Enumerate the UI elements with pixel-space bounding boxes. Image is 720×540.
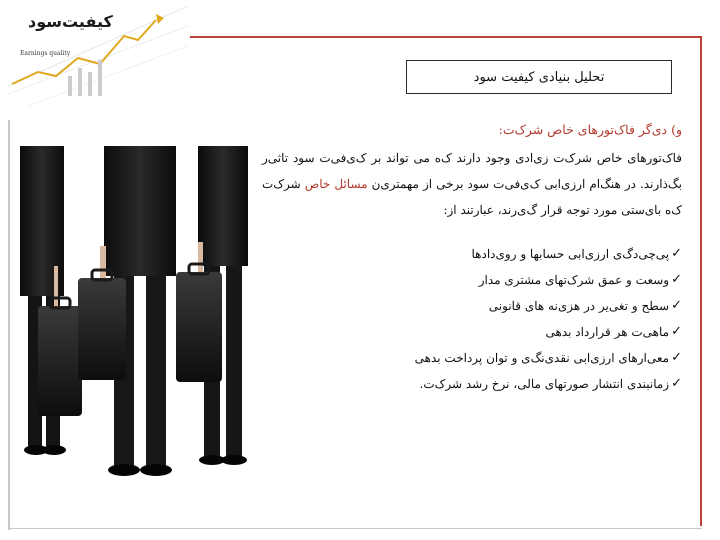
- list-item: [262, 345, 682, 371]
- frame-bottom-line: [8, 528, 702, 529]
- list-item: [262, 319, 682, 345]
- list-item-text: پی‌چی‌دگ‌ی ارزی‌ابی حسابها و روی‌دادها: [471, 247, 670, 261]
- check-icon: ✓: [671, 298, 682, 313]
- section-heading: و) دی‌گر فاک‌تورهای خاص شرک‌ت:: [498, 122, 682, 137]
- check-icon: ✓: [671, 246, 682, 261]
- list-item-text: وسعت و عمق شرک‌تهای مشتری مدار: [478, 273, 670, 287]
- highlight-text: مسائل خاص: [304, 177, 368, 191]
- slide-title: [406, 60, 672, 94]
- check-icon: ✓: [671, 324, 682, 339]
- check-icon: ✓: [671, 376, 682, 391]
- list-item-text: معی‌ارهای ارزی‌ابی نقدی‌نگ‌ی و توان پرداخت بدهی: [414, 351, 670, 365]
- frame-left-line: [8, 120, 10, 530]
- intro-paragraph: [262, 145, 682, 223]
- list-item-text: سطح و تغی‌یر در هزی‌نه های قانونی: [488, 299, 670, 313]
- list-item: [262, 293, 682, 319]
- frame-right-line: [700, 36, 702, 526]
- frame-top-line: [190, 36, 702, 38]
- intro-text-part1: فاک‌تورهای خاص شرک‌ت زی‌ادی وجود دارند ک‌ه می تواند بر ک‌ی‌فی‌ت سود تاثی‌ر بگ‌ذارند. در هنگ‌ام ارزی‌ابی ک‌ی‌فی‌ت سود برخی از مهمتری‌ن: [262, 151, 682, 191]
- check-icon: ✓: [671, 272, 682, 287]
- businessmen-photo: [20, 146, 248, 496]
- intro-text-part2: شرک‌ت ک‌ه بای‌ستی مورد توجه قرار گ‌ی‌رند، عبارتند از:: [262, 177, 682, 217]
- list-item: [262, 267, 682, 293]
- logo-subtitle: Earnings quality: [20, 50, 71, 57]
- check-icon: ✓: [671, 350, 682, 365]
- list-item: [262, 371, 682, 397]
- logo-title: کیفیت‌سود: [28, 12, 113, 31]
- list-item: [262, 241, 682, 267]
- factor-list: [262, 241, 682, 397]
- list-item-text: زمانبندی انتشار صورتهای مالی، نرخ رشد شرک‌ت.: [419, 377, 670, 391]
- list-item-text: ماهی‌ت هر قرارداد بدهی: [545, 325, 670, 339]
- slide-body: [262, 122, 682, 397]
- logo: [8, 6, 188, 106]
- slide-title-text: تحلیل بنیادی کیفیت سود: [473, 69, 605, 85]
